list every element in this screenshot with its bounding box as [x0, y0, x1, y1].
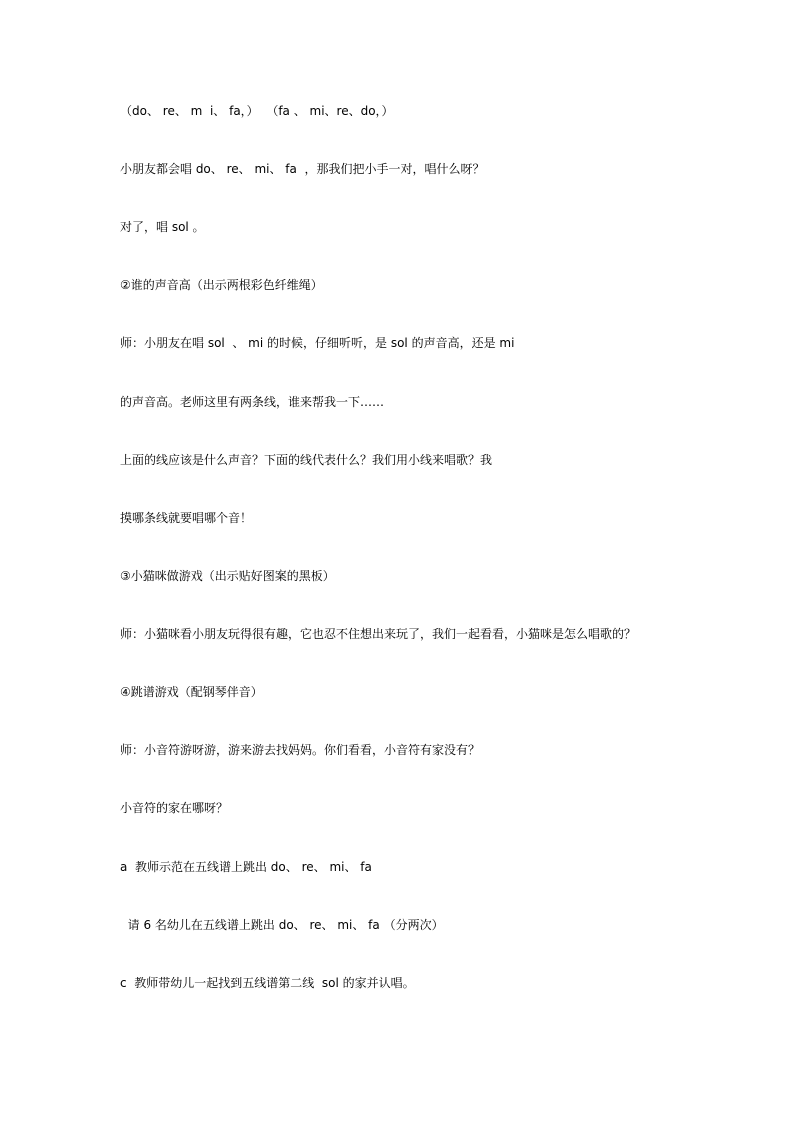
solfege-sequence-line: （do、 re、 m i、 fa，） （fa 、 mi、re、do，） [120, 104, 394, 118]
section-heading-whose-voice-higher: ②谁的声音高（出示两根彩色纤维绳） [120, 278, 323, 292]
list-item-c: c 教师带幼儿一起找到五线谱第二线 sol 的家并认唱。 [120, 976, 415, 990]
paragraph-teacher-sol-mi: 师：小朋友在唱 sol 、 mi 的时候，仔细听听，是 sol 的声音高，还是 mi [120, 336, 515, 350]
list-item-a: a 教师示范在五线谱上跳出 do、 re、 mi、 fa [120, 860, 372, 874]
section-heading-staff-jumping-game: ④跳谱游戏（配钢琴伴音） [120, 685, 263, 699]
section-heading-kitten-game: ③小猫咪做游戏（出示贴好图案的黑板） [120, 569, 335, 583]
list-item-b: 请 6 名幼儿在五线谱上跳出 do、 re、 mi、 fa （分两次） [120, 918, 444, 932]
paragraph-upper-lower-line: 上面的线应该是什么声音？下面的线代表什么？我们用小线来唱歌？我 [120, 453, 493, 467]
paragraph-teacher-kitten: 师：小猫咪看小朋友玩得很有趣，它也忍不住想出来玩了，我们一起看看，小猫咪是怎么唱歌的？ [120, 627, 637, 641]
paragraph-sing-do-re-mi-fa: 小朋友都会唱 do、 re、 mi、 fa ，那我们把小手一对，唱什么呀？ [120, 162, 485, 176]
paragraph-where-is-home: 小音符的家在哪呀？ [120, 801, 229, 815]
paragraph-two-lines: 的声音高。老师这里有两条线，谁来帮我一下…… [120, 395, 385, 409]
paragraph-touch-line-sing: 摸哪条线就要唱哪个音！ [120, 511, 253, 525]
paragraph-teacher-little-notes: 师：小音符游呀游，游来游去找妈妈。你们看看，小音符有家没有？ [120, 743, 481, 757]
paragraph-sing-sol: 对了，唱 sol 。 [120, 220, 205, 234]
